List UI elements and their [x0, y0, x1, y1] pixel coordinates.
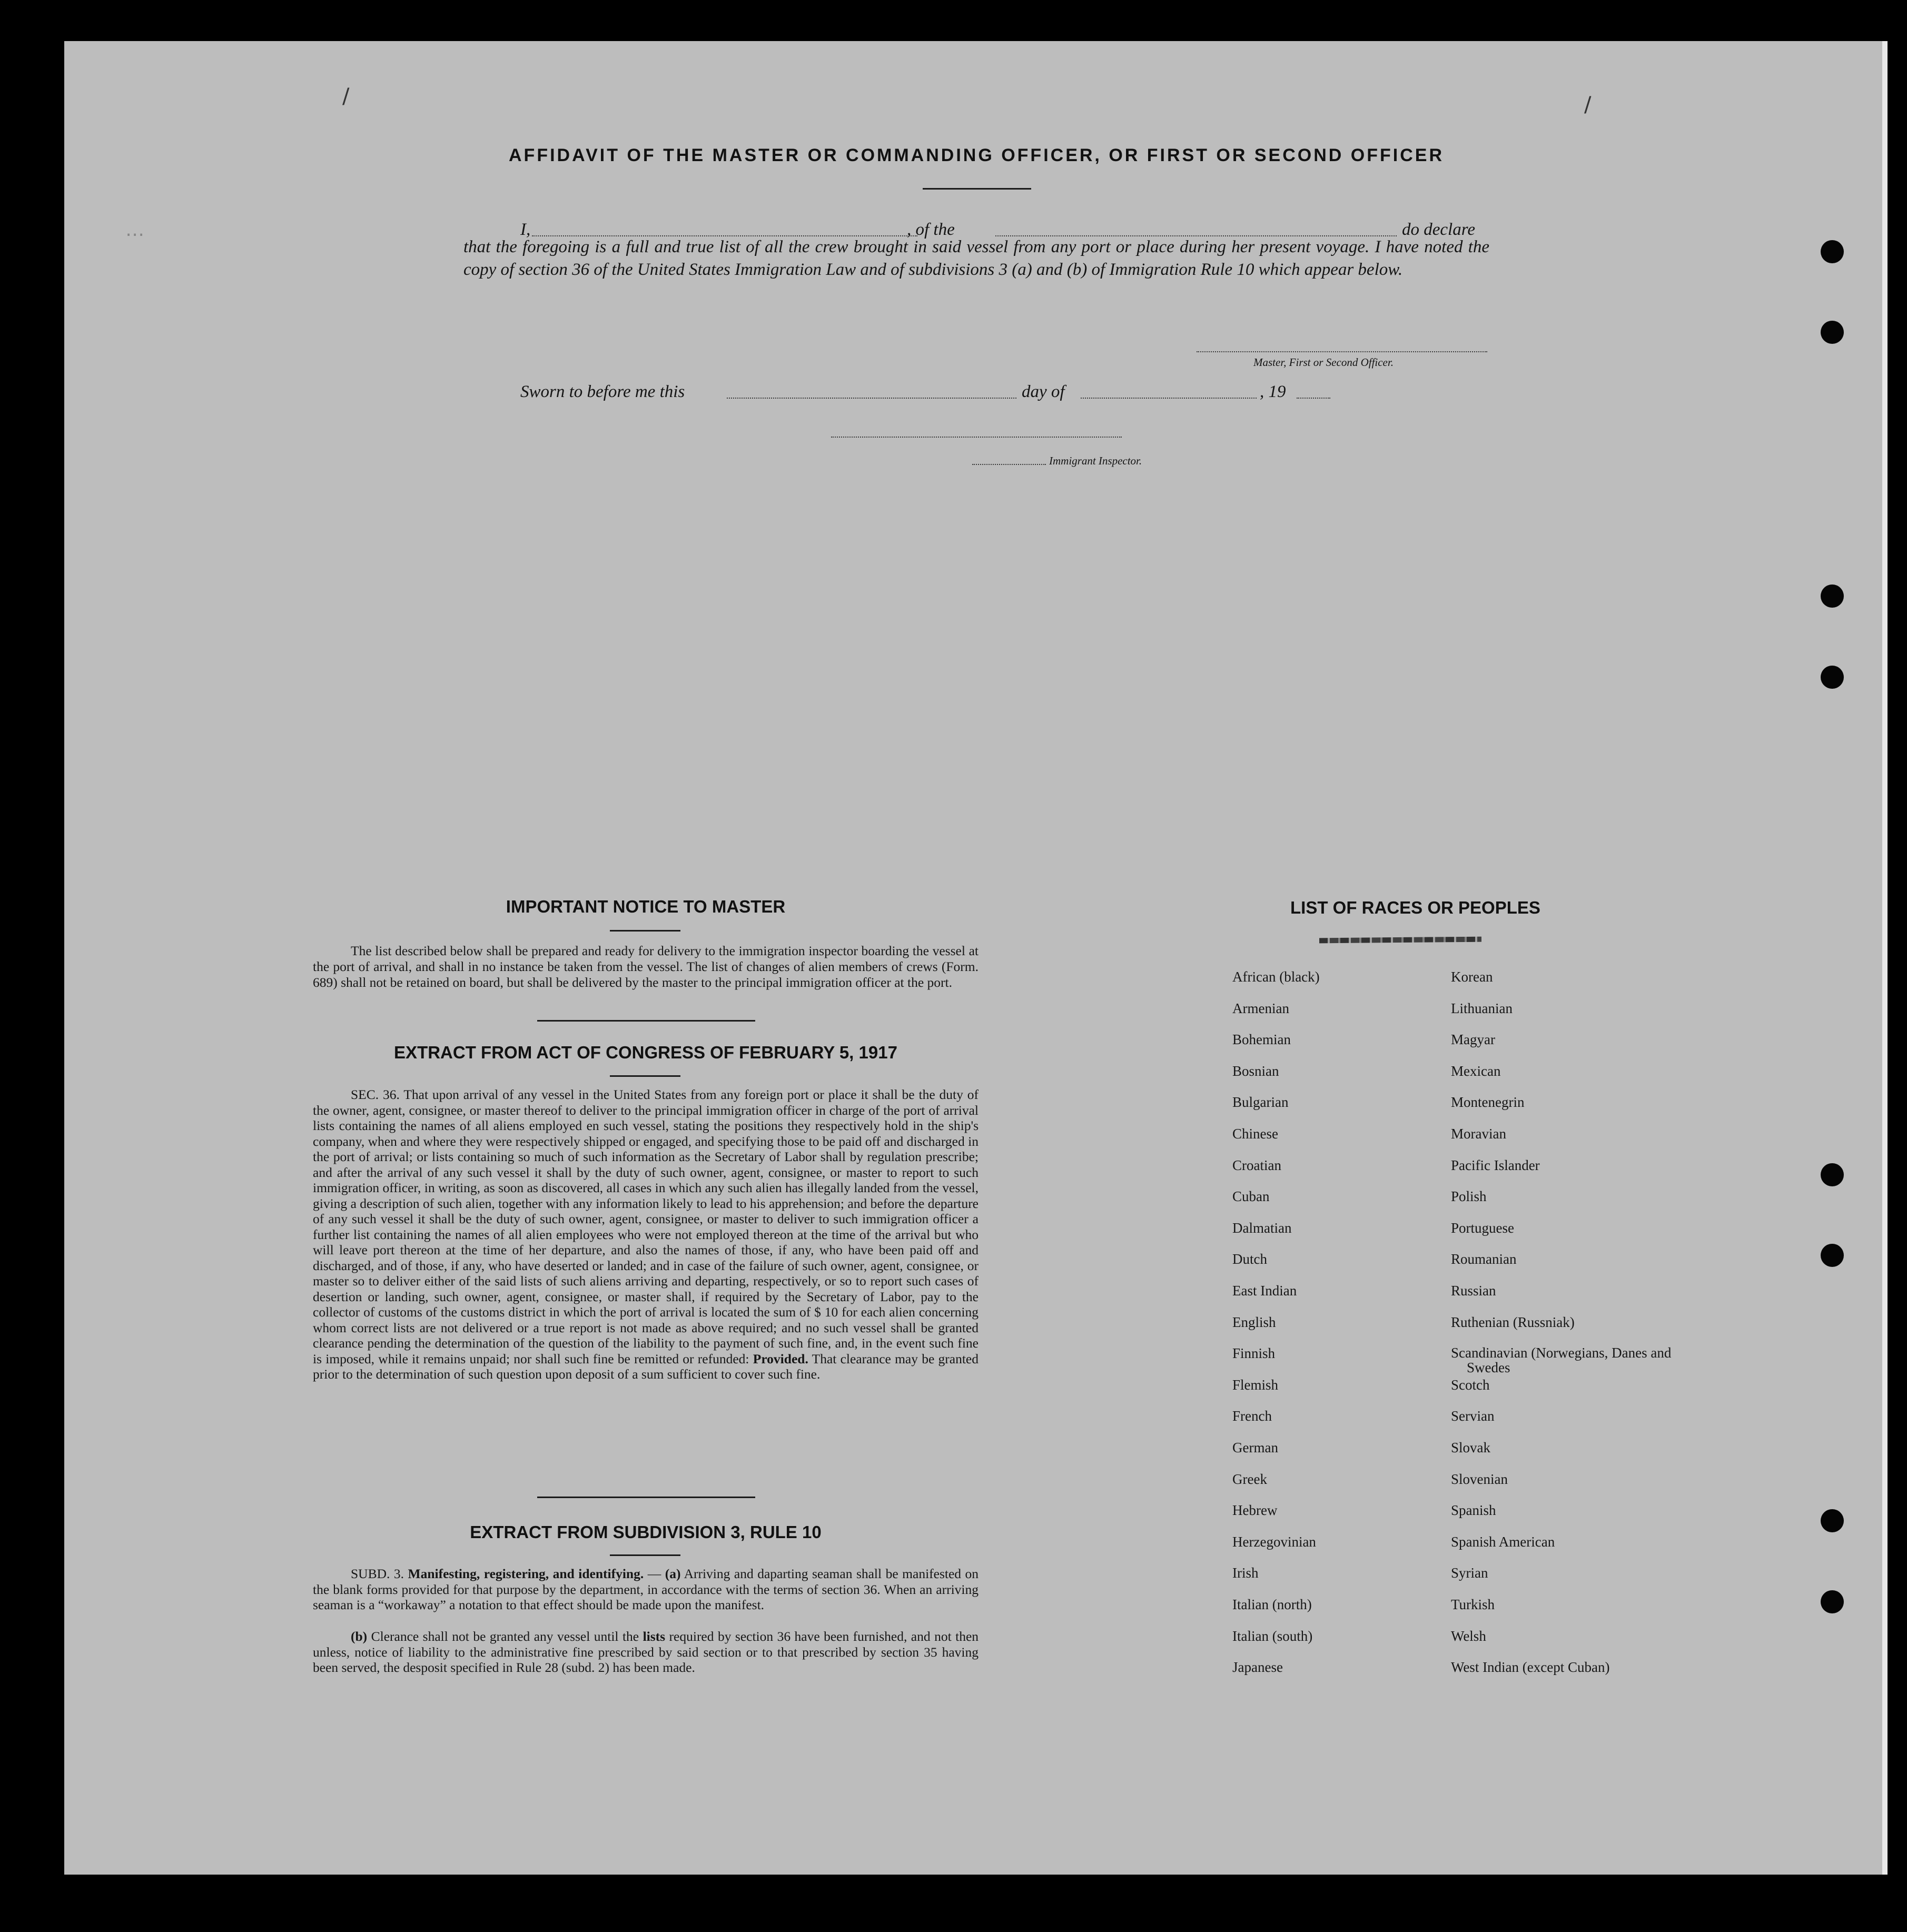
race-item: Italian (north) [1232, 1597, 1312, 1612]
subd-3a-text [313, 1566, 979, 1613]
subd-b-text-1: Clerance shall not be granted any vessel until the [371, 1629, 639, 1644]
race-item: African (black) [1232, 969, 1320, 985]
sec-36-main: SEC. 36. That upon arrival of any vessel in the United States from any foreign port or place it shall be the duty of the owner, agent, consignee, or master thereof to deliver to the principal immigration officer in charge of the port of arrival lists containing the names of all aliens employed en such vessel, stating the positions they respectively hold in the ship's company, when and where they were respectively shipped or engaged, and specifying those to be paid off and discharged in the port of arrival; or lists containing so much of such information as the Secretary of Labor shall by regulation prescribe; and after the arrival of any such vessel it shall by the duty of such owner, agent, consignee, or master to report to such immigration officer, in writing, as soon as discovered, all cases in which any such alien has illegally landed from the vessel, giving a description of such alien, together with any information likely to lead to his apprehension; and before the departure of any such vessel it shall be the duty of such owner, agent, consignee, or master to deliver to such immigration officer a further list containing the names of all alien employees who were not employed thereon at the time of the arrival but who will leave port thereon at the time of her departure, and also the names of those, if any, who have been paid off and discharged, and of those, if any, who have deserted or landed; and in case of the failure of such owner, agent, consignee, or master so to deliver either of the said lists of such aliens arriving and departing, respectively, or so to report such cases of desertion or landing, such owner, agent, consignee, or master shall, if required by the Secretary of Labor, pay to the collector of customs of the customs district in which the port of arrival is located the sum of $ 10 for each alien concerning whom correct lists are not delivered or a true report is not made as above required; and no such vessel shall be granted clearance pending the determination of the question of the liability to the payment of such fine, and, in the event such fine is imposed, while it remains unpaid; nor shall such fine be remitted or refunded: [313, 1087, 979, 1366]
subd-prefix: SUBD. 3. [351, 1566, 404, 1581]
race-item: Spanish [1451, 1502, 1496, 1519]
punch-hole [1821, 1590, 1844, 1613]
race-item: Chinese [1232, 1126, 1278, 1142]
inspector-signature-field[interactable] [831, 437, 1122, 438]
pencil-mark: / [1584, 93, 1592, 117]
pencil-annotation: ⋯ [125, 224, 144, 245]
race-item: Bohemian [1232, 1032, 1291, 1048]
subd-b-label: (b) [351, 1629, 368, 1644]
inspector-caption: Immigrant Inspector. [1049, 454, 1142, 467]
provided-emphasis: Provided. [753, 1351, 808, 1366]
race-item: Syrian [1451, 1565, 1488, 1581]
affidavit-statement: that the foregoing is a full and true list of all the crew brought in said vessel from any port or place during her present voyage. I have noted the copy of section 36 of the United States Immigration Law and of subdivisions 3 (a) and (b) of Immigration Rule 10 which appear below. [463, 237, 1489, 279]
subd-dash: — [644, 1566, 665, 1581]
subd-a-label: (a) [665, 1566, 681, 1581]
sec-36-tail: That clearance may be granted prior to the determination of such question upon deposit of a sum sufficient to cover such fine. [313, 1351, 979, 1382]
sworn-day-field[interactable] [727, 398, 1016, 399]
pencil-mark: / [342, 84, 350, 108]
race-item: English [1232, 1314, 1276, 1330]
inspector-leader [972, 464, 1046, 465]
race-item: Hebrew [1232, 1502, 1278, 1519]
act-title: EXTRACT FROM ACT OF CONGRESS OF FEBRUARY 5, 1917 [394, 1043, 897, 1062]
notice-text: The list described below shall be prepared and ready for delivery to the immigration inspector boarding the vessel at the port of arrival, and shall in no instance be taken from the vessel. The list of changes of alien members of crews (Form. 689) shall not be retained on board, but shall be delivered by the master to the principal immigration officer at the port. [313, 943, 979, 990]
race-item: West Indian (except Cuban) [1451, 1659, 1610, 1676]
race-item: Polish [1451, 1188, 1487, 1205]
master-signature-field[interactable] [1197, 351, 1487, 352]
race-item: Armenian [1232, 1000, 1289, 1016]
race-item: Croatian [1232, 1157, 1281, 1173]
race-item: Finnish [1232, 1345, 1276, 1362]
race-item: German [1232, 1440, 1278, 1455]
subd-heading: Manifesting, registering, and identifying. [408, 1566, 644, 1581]
subd-3b-text [313, 1629, 979, 1676]
race-item: Roumanian [1451, 1251, 1517, 1267]
race-item: Dutch [1232, 1251, 1267, 1267]
race-item: Bulgarian [1232, 1094, 1289, 1111]
races-title: LIST OF RACES OR PEOPLES [1290, 898, 1540, 917]
punch-hole [1821, 1244, 1844, 1267]
race-item: Japanese [1232, 1659, 1283, 1676]
race-item: Italian (south) [1232, 1628, 1313, 1644]
rule10-title: EXTRACT FROM SUBDIVISION 3, RULE 10 [470, 1522, 822, 1542]
sworn-year: , 19 [1260, 382, 1286, 401]
subd-b-text-2: required by section 36 have been furnished, and not then unless, notice of liability to the administrative fine prescribed by said section or to that prescribed by section 35 having been served, the desposit specified in Rule 28 (subd. 2) has been made. [313, 1629, 979, 1675]
race-item: Flemish [1232, 1376, 1279, 1393]
race-item: Moravian [1451, 1126, 1506, 1142]
sec-36-text [313, 1087, 979, 1382]
punch-hole [1821, 666, 1844, 689]
punch-hole [1821, 321, 1844, 344]
punch-hole [1821, 584, 1844, 608]
rule10-underline [610, 1554, 680, 1556]
race-item: Scotch [1451, 1376, 1490, 1393]
punch-hole [1821, 1509, 1844, 1532]
section-divider [537, 1497, 755, 1498]
punch-hole [1821, 1163, 1844, 1186]
race-item: Dalmatian [1232, 1220, 1292, 1236]
notice-underline [610, 930, 680, 932]
race-item: Mexican [1451, 1063, 1501, 1079]
punch-hole [1821, 240, 1844, 263]
race-item: Servian [1451, 1408, 1495, 1424]
affidavit-do-declare: do declare [1402, 220, 1475, 239]
sworn-day-of: day of [1022, 382, 1065, 401]
master-caption: Master, First or Second Officer. [1253, 356, 1394, 369]
race-item: Magyar [1451, 1032, 1495, 1048]
sworn-year-field[interactable] [1297, 398, 1330, 399]
race-item: French [1232, 1408, 1272, 1424]
race-item: Irish [1232, 1565, 1259, 1581]
race-item: Greek [1232, 1471, 1267, 1487]
affidavit-of-the: , of the [907, 220, 955, 239]
affidavit-title: AFFIDAVIT OF THE MASTER OR COMMANDING OFFICER, OR FIRST OR SECOND OFFICER [509, 145, 1444, 165]
sworn-month-field[interactable] [1081, 398, 1257, 399]
race-item: Herzegovinian [1232, 1533, 1316, 1550]
race-item: Portuguese [1451, 1220, 1514, 1236]
affidavit-i: I, [520, 220, 531, 239]
race-item: Slovak [1451, 1440, 1491, 1455]
race-item: Ruthenian (Russniak) [1451, 1314, 1575, 1330]
act-underline [610, 1075, 680, 1077]
race-item: Cuban [1232, 1188, 1270, 1205]
race-item: Turkish [1451, 1597, 1495, 1612]
race-item: Russian [1451, 1283, 1496, 1299]
subd-b-lists: lists [643, 1629, 666, 1644]
race-item: East Indian [1232, 1283, 1297, 1299]
title-underline [923, 188, 1031, 190]
race-item: Spanish American [1451, 1533, 1555, 1550]
notice-title: IMPORTANT NOTICE TO MASTER [506, 897, 786, 916]
race-item: Montenegrin [1451, 1094, 1525, 1111]
race-item: Korean [1451, 969, 1493, 985]
race-item: Slovenian [1451, 1471, 1508, 1487]
race-item: Scandinavian (Norwegians, Danes and Swedes [1451, 1345, 1672, 1376]
race-item: Pacific Islander [1451, 1157, 1540, 1173]
sworn-text: Sworn to before me this [520, 382, 685, 401]
race-item: Bosnian [1232, 1063, 1279, 1079]
scan-border [1882, 41, 1888, 1875]
subd-a-text: Arriving and daparting seaman shall be manifested on the blank forms provided for that purpose by the department, in accordance with the terms of section 36. When an arriving seaman is a “workaway” a notation to that effect should be made upon the manifest. [313, 1566, 979, 1612]
section-divider [537, 1020, 755, 1022]
race-item: Welsh [1451, 1628, 1486, 1644]
race-item: Lithuanian [1451, 1000, 1513, 1016]
